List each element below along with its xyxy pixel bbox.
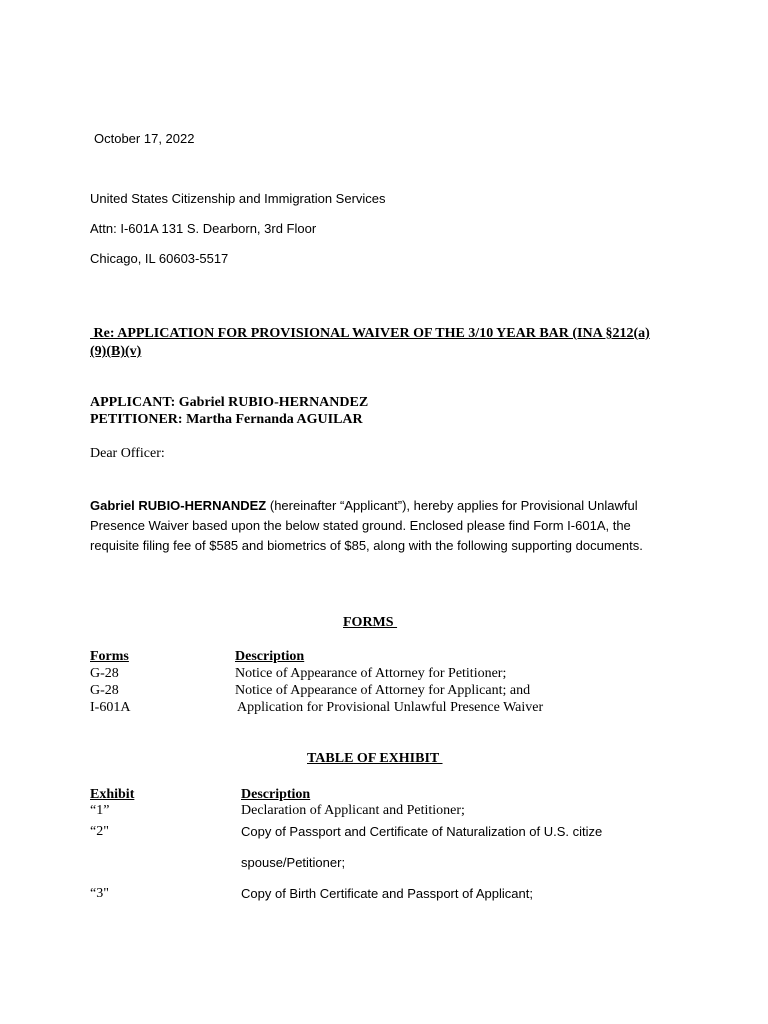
forms-heading: FORMS <box>343 615 398 630</box>
forms-row-2-description: Notice of Appearance of Attorney for Applicant; and <box>235 683 531 698</box>
exhibit-row-2-label: “2" <box>90 824 109 839</box>
address-line-2: Attn: I-601A 131 S. Dearborn, 3rd Floor <box>90 221 317 236</box>
forms-col-header: Forms <box>90 649 129 664</box>
forms-row-2-form: G-28 <box>90 683 119 698</box>
exhibit-row-2-description-cont: spouse/Petitioner; <box>241 855 346 870</box>
intro-line-3: requisite filing fee of $585 and biometrics of $85, along with the following supporting documents. <box>90 538 643 553</box>
exhibit-row-3-label: “3" <box>90 886 109 901</box>
exhibit-row-2-description: Copy of Passport and Certificate of Naturalization of U.S. citize <box>241 824 603 839</box>
petitioner-name: PETITIONER: Martha Fernanda AGUILAR <box>90 412 363 427</box>
forms-description-header: Description <box>235 649 305 664</box>
exhibit-row-1-label: “1” <box>90 803 110 818</box>
letter-date: October 17, 2022 <box>94 131 195 146</box>
subject-line-1: Re: APPLICATION FOR PROVISIONAL WAIVER OF THE 3/10 YEAR BAR (INA §212(a) <box>90 326 650 341</box>
address-line-1: United States Citizenship and Immigration Services <box>90 191 386 206</box>
exhibit-description-header: Description <box>241 787 311 802</box>
address-line-3: Chicago, IL 60603-5517 <box>90 251 229 266</box>
forms-row-3-description: Application for Provisional Unlawful Presence Waiver <box>237 700 544 715</box>
forms-row-1-form: G-28 <box>90 666 119 681</box>
subject-line-2: (9)(B)(v) <box>90 344 142 359</box>
forms-row-1-description: Notice of Appearance of Attorney for Petitioner; <box>235 666 507 681</box>
exhibit-heading: TABLE OF EXHIBIT <box>307 751 443 766</box>
intro-applicant-name: Gabriel RUBIO-HERNANDEZ <box>90 498 267 513</box>
applicant-name: APPLICANT: Gabriel RUBIO-HERNANDEZ <box>90 395 369 410</box>
exhibit-row-1-description: Declaration of Applicant and Petitioner; <box>241 803 465 818</box>
exhibit-col-header: Exhibit <box>90 787 135 802</box>
salutation: Dear Officer: <box>90 446 165 461</box>
exhibit-row-3-description: Copy of Birth Certificate and Passport of Applicant; <box>241 886 533 901</box>
forms-row-3-form: I-601A <box>90 700 131 715</box>
intro-line-1-text: (hereinafter “Applicant”), hereby applies for Provisional Unlawful <box>266 498 638 513</box>
intro-line-1 <box>90 498 638 513</box>
intro-line-2: Presence Waiver based upon the below stated ground. Enclosed please find Form I-601A, the <box>90 518 631 533</box>
